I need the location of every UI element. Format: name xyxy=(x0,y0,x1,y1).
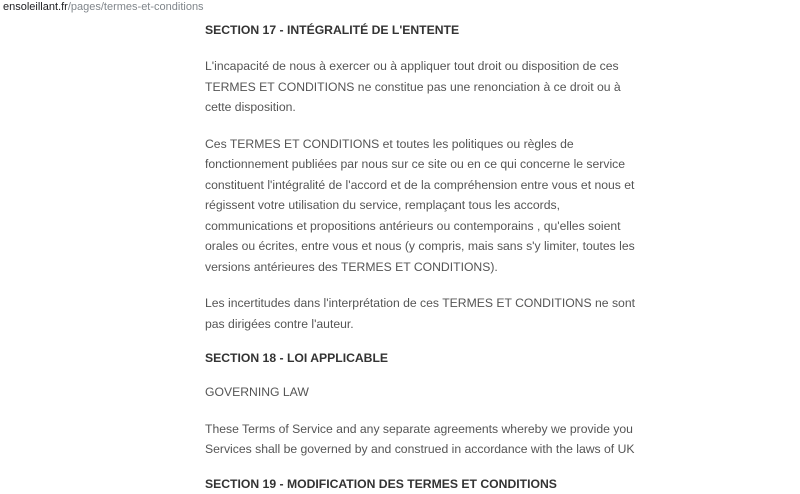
address-bar[interactable] xyxy=(0,0,800,18)
section-18-paragraph-1: These Terms of Service and any separate agreements whereby we provide you Services shall be governed by and construed in accordance with the laws of UK xyxy=(205,421,635,456)
section-17-paragraph-3: Les incertitudes dans l'interprétation de ces TERMES ET CONDITIONS ne sont pas dirigées contre l'auteur. xyxy=(205,296,635,331)
section-17-paragraph-2: Ces TERMES ET CONDITIONS et toutes les politiques ou règles de fonctionnement publiées par nous sur ce site ou en ce qui concerne le service constituent l'intégralité de l'accord et de la compréhension entre vous et nous et régissent votre utilisation du service, remplaçant tous les accords, communications et propositions antérieurs ou contemporains , qu'elles soient orales ou écrites, entre vous et nous (y compris, mais sans s'y limiter, toutes les versions antérieures des TERMES ET CONDITIONS). xyxy=(205,136,635,274)
section-17-paragraph-1: L'incapacité de nous à exercer ou à appliquer tout droit ou disposition de ces TERMES ET CONDITIONS ne constitue pas une renonciation à ce droit ou à cette disposition. xyxy=(205,59,621,114)
section-17-heading: SECTION 17 - INTÉGRALITÉ DE L'ENTENTE xyxy=(205,23,460,37)
url-host: ensoleillant.fr xyxy=(3,1,68,13)
url-path: /pages/termes-et-conditions xyxy=(67,1,204,13)
section-18-heading: SECTION 18 - LOI APPLICABLE xyxy=(205,351,389,365)
section-18-subtitle: GOVERNING LAW xyxy=(205,385,309,399)
terms-content xyxy=(205,20,650,494)
section-19-heading: SECTION 19 - MODIFICATION DES TERMES ET CONDITIONS xyxy=(205,476,557,491)
